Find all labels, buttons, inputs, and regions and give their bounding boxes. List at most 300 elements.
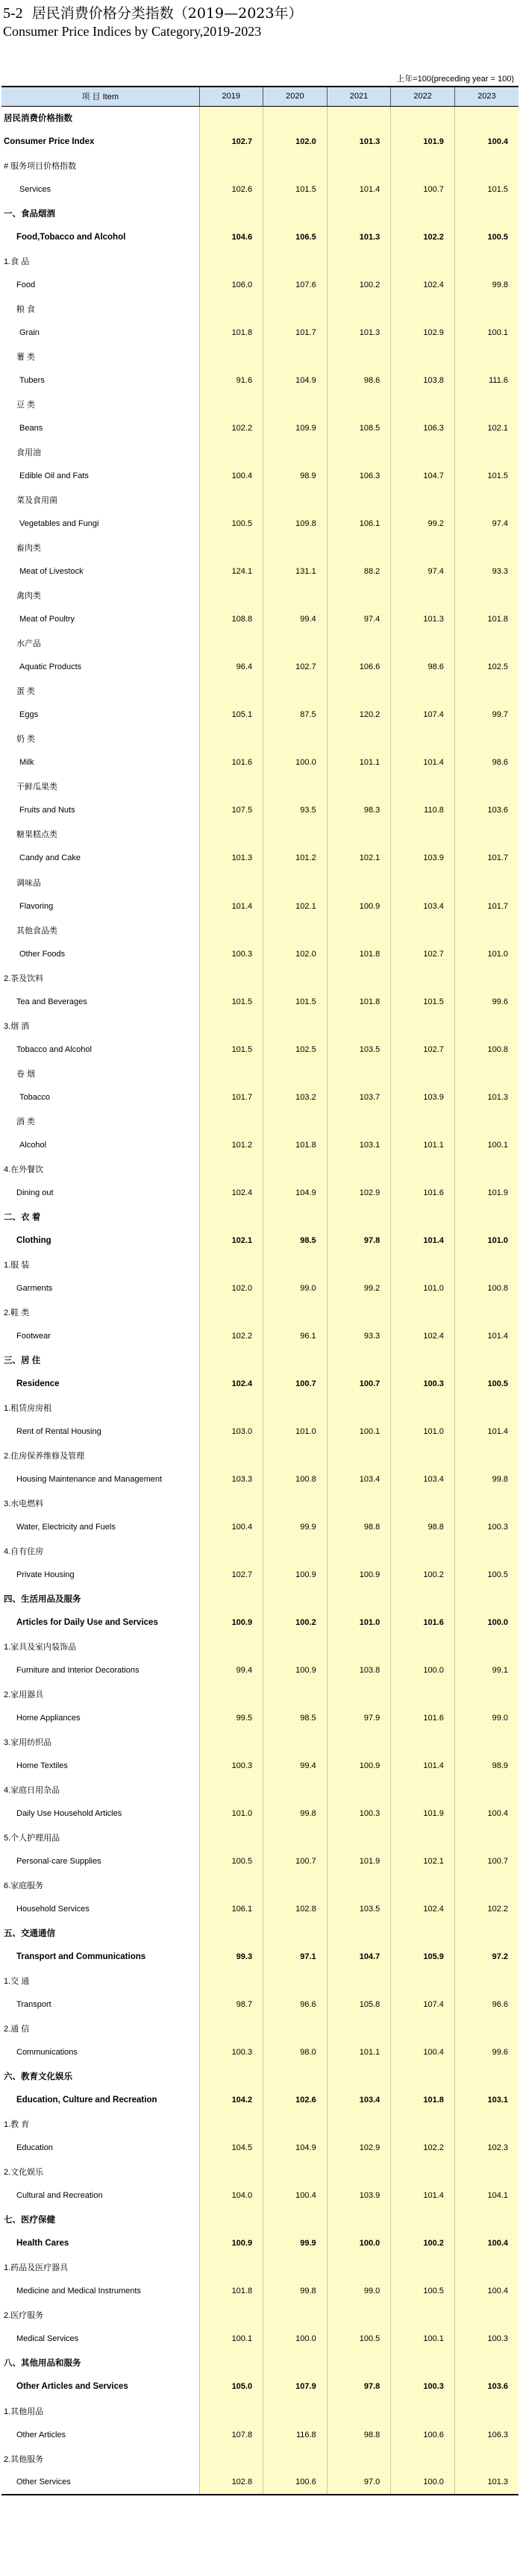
value-cell-2019: 102.4	[199, 1372, 263, 1396]
value-cell-2023	[454, 2303, 519, 2327]
row-label: Other Foods	[1, 942, 199, 966]
row-label: Tubers	[1, 369, 199, 392]
value-cell-2022: 102.2	[391, 225, 455, 249]
table-row	[1, 273, 519, 297]
row-label: 2.医疗服务	[1, 2303, 199, 2327]
row-label: 六、教育文化娱乐	[1, 2064, 199, 2088]
value-cell-2023	[454, 2112, 519, 2136]
value-cell-2020: 101.5	[263, 990, 328, 1014]
value-cell-2020	[263, 2160, 328, 2184]
value-cell-2023	[454, 249, 519, 273]
table-row	[1, 2136, 519, 2160]
value-cell-2022	[391, 1682, 455, 1706]
value-cell-2023	[454, 106, 519, 130]
value-cell-2020: 97.1	[263, 1945, 328, 1969]
value-cell-2019	[199, 1348, 263, 1372]
table-row	[1, 1730, 519, 1754]
value-cell-2022: 100.4	[391, 2040, 455, 2064]
value-cell-2021: 97.8	[327, 1229, 391, 1253]
value-cell-2023: 99.1	[454, 1658, 519, 1682]
value-cell-2022	[391, 440, 455, 464]
value-cell-2019: 106.1	[199, 1897, 263, 1921]
value-cell-2022	[391, 1348, 455, 1372]
value-cell-2021: 102.9	[327, 1181, 391, 1205]
page-title-en: Consumer Price Indices by Category,2019-2023	[3, 24, 262, 39]
value-cell-2023: 102.5	[454, 655, 519, 679]
value-cell-2020	[263, 154, 328, 178]
value-cell-2023: 100.3	[454, 1515, 519, 1539]
value-cell-2022: 102.9	[391, 321, 455, 345]
value-cell-2020	[263, 1778, 328, 1802]
value-cell-2023: 101.3	[454, 1085, 519, 1109]
row-label: Flavoring	[1, 894, 199, 918]
value-cell-2019: 101.6	[199, 750, 263, 774]
table-row	[1, 392, 519, 416]
value-cell-2023: 102.3	[454, 2136, 519, 2160]
value-cell-2020: 101.7	[263, 321, 328, 345]
value-cell-2021	[327, 201, 391, 225]
value-cell-2022	[391, 2399, 455, 2423]
value-cell-2022: 102.4	[391, 1897, 455, 1921]
value-cell-2023: 102.1	[454, 416, 519, 440]
value-cell-2021: 101.0	[327, 1611, 391, 1635]
table-row	[1, 345, 519, 369]
value-cell-2019	[199, 966, 263, 990]
value-cell-2023	[454, 1205, 519, 1229]
value-cell-2020	[263, 106, 328, 130]
value-cell-2022	[391, 2016, 455, 2040]
table-row	[1, 2447, 519, 2471]
value-cell-2021: 100.0	[327, 2231, 391, 2255]
value-cell-2019	[199, 1730, 263, 1754]
value-cell-2019	[199, 2303, 263, 2327]
value-cell-2023	[454, 1348, 519, 1372]
value-cell-2022: 107.4	[391, 1993, 455, 2016]
row-label: Aquatic Products	[1, 655, 199, 679]
value-cell-2019: 100.3	[199, 942, 263, 966]
value-cell-2020: 102.6	[263, 2088, 328, 2112]
row-label: 酒 类	[1, 1109, 199, 1133]
value-cell-2019	[199, 631, 263, 655]
value-cell-2023	[454, 1730, 519, 1754]
value-cell-2023	[454, 2399, 519, 2423]
value-cell-2023: 99.6	[454, 2040, 519, 2064]
value-cell-2022	[391, 249, 455, 273]
value-cell-2019: 100.1	[199, 2327, 263, 2351]
value-cell-2022	[391, 2160, 455, 2184]
value-cell-2023: 100.4	[454, 130, 519, 154]
price-index-table	[1, 86, 519, 2495]
value-cell-2019: 96.4	[199, 655, 263, 679]
row-label: Vegetables and Fungi	[1, 512, 199, 536]
value-cell-2019	[199, 2016, 263, 2040]
row-label: 2.家用器具	[1, 1682, 199, 1706]
value-cell-2021	[327, 1014, 391, 1038]
row-label: 6.家庭服务	[1, 1873, 199, 1897]
value-cell-2021: 97.0	[327, 2471, 391, 2495]
row-label: 2.住房保养维修及管理	[1, 1444, 199, 1467]
value-cell-2023: 104.1	[454, 2184, 519, 2207]
row-label: 菜及食用菌	[1, 488, 199, 512]
table-row	[1, 1754, 519, 1778]
table-row	[1, 679, 519, 703]
row-label: Meat of Livestock	[1, 560, 199, 583]
value-cell-2020	[263, 1014, 328, 1038]
value-cell-2022: 101.0	[391, 1420, 455, 1444]
value-cell-2023: 100.4	[454, 1802, 519, 1826]
value-cell-2023	[454, 154, 519, 178]
table-row	[1, 655, 519, 679]
value-cell-2021: 100.9	[327, 1754, 391, 1778]
value-cell-2021	[327, 2447, 391, 2471]
value-cell-2019: 99.4	[199, 1658, 263, 1682]
value-cell-2019: 108.8	[199, 607, 263, 631]
value-cell-2020	[263, 2399, 328, 2423]
value-cell-2023: 101.4	[454, 1420, 519, 1444]
value-cell-2019: 100.5	[199, 1849, 263, 1873]
value-cell-2021: 97.4	[327, 607, 391, 631]
row-label: Articles for Daily Use and Services	[1, 1611, 199, 1635]
value-cell-2022	[391, 1778, 455, 1802]
value-cell-2019	[199, 2351, 263, 2375]
value-cell-2020: 102.1	[263, 894, 328, 918]
value-cell-2020	[263, 1826, 328, 1849]
value-cell-2023: 100.4	[454, 2231, 519, 2255]
table-row	[1, 1635, 519, 1658]
value-cell-2022	[391, 2064, 455, 2088]
value-cell-2020: 104.9	[263, 1181, 328, 1205]
table-row	[1, 2351, 519, 2375]
value-cell-2019	[199, 1778, 263, 1802]
value-cell-2019: 100.5	[199, 512, 263, 536]
row-label: 4.在外餐饮	[1, 1157, 199, 1181]
value-cell-2021: 100.1	[327, 1420, 391, 1444]
value-cell-2022: 100.3	[391, 1372, 455, 1396]
value-cell-2022: 105.9	[391, 1945, 455, 1969]
table-row	[1, 1563, 519, 1587]
value-cell-2019	[199, 1062, 263, 1085]
value-cell-2019: 106.0	[199, 273, 263, 297]
value-cell-2023	[454, 2351, 519, 2375]
value-cell-2023	[454, 966, 519, 990]
value-cell-2022	[391, 154, 455, 178]
value-cell-2019	[199, 2160, 263, 2184]
value-cell-2019: 102.8	[199, 2471, 263, 2495]
value-cell-2020: 98.5	[263, 1229, 328, 1253]
value-cell-2021: 100.5	[327, 2327, 391, 2351]
value-cell-2023: 100.1	[454, 321, 519, 345]
row-label: 3.家用纺织品	[1, 1730, 199, 1754]
value-cell-2022	[391, 1014, 455, 1038]
value-cell-2023: 102.2	[454, 1897, 519, 1921]
value-cell-2022	[391, 966, 455, 990]
value-cell-2020	[263, 2255, 328, 2279]
value-cell-2019	[199, 249, 263, 273]
value-cell-2020	[263, 297, 328, 321]
row-label: Cultural and Recreation	[1, 2184, 199, 2207]
table-row	[1, 1324, 519, 1348]
value-cell-2020: 102.5	[263, 1038, 328, 1062]
table-row	[1, 1062, 519, 1085]
table-row	[1, 2112, 519, 2136]
value-cell-2019: 107.5	[199, 798, 263, 822]
value-cell-2020	[263, 2064, 328, 2088]
value-cell-2020: 102.7	[263, 655, 328, 679]
row-label: Other Articles	[1, 2423, 199, 2447]
value-cell-2021: 106.6	[327, 655, 391, 679]
value-cell-2023: 101.0	[454, 942, 519, 966]
value-cell-2020: 131.1	[263, 560, 328, 583]
table-row	[1, 440, 519, 464]
value-cell-2023	[454, 2016, 519, 2040]
value-cell-2022: 102.2	[391, 2136, 455, 2160]
value-cell-2022: 100.0	[391, 2471, 455, 2495]
value-cell-2023: 100.5	[454, 225, 519, 249]
value-cell-2020: 102.0	[263, 942, 328, 966]
value-cell-2023	[454, 440, 519, 464]
value-cell-2020: 99.4	[263, 1754, 328, 1778]
value-cell-2023	[454, 1253, 519, 1276]
table-row	[1, 1205, 519, 1229]
value-cell-2020	[263, 2207, 328, 2231]
value-cell-2022: 101.4	[391, 2184, 455, 2207]
value-cell-2021	[327, 2303, 391, 2327]
value-cell-2023	[454, 1396, 519, 1420]
value-cell-2019: 102.2	[199, 416, 263, 440]
table-row	[1, 942, 519, 966]
value-cell-2022	[391, 1062, 455, 1085]
value-cell-2023: 101.7	[454, 846, 519, 870]
value-cell-2019	[199, 918, 263, 942]
row-label: Edible Oil and Fats	[1, 464, 199, 488]
row-label: Food	[1, 273, 199, 297]
value-cell-2021: 103.5	[327, 1897, 391, 1921]
row-label: 二、衣 着	[1, 1205, 199, 1229]
value-cell-2022	[391, 1730, 455, 1754]
table-row	[1, 2064, 519, 2088]
value-cell-2023	[454, 583, 519, 607]
value-cell-2023: 97.2	[454, 1945, 519, 1969]
value-cell-2020: 100.4	[263, 2184, 328, 2207]
row-label: 2.其他服务	[1, 2447, 199, 2471]
table-row	[1, 871, 519, 894]
value-cell-2021	[327, 1826, 391, 1849]
row-label: Tea and Beverages	[1, 990, 199, 1014]
value-cell-2021	[327, 1348, 391, 1372]
value-cell-2020: 104.9	[263, 2136, 328, 2160]
value-cell-2020	[263, 2447, 328, 2471]
row-label: 1.其他用品	[1, 2399, 199, 2423]
row-label: Fruits and Nuts	[1, 798, 199, 822]
row-label: 奶 类	[1, 727, 199, 750]
value-cell-2021: 108.5	[327, 416, 391, 440]
value-cell-2020	[263, 249, 328, 273]
value-cell-2022: 101.8	[391, 2088, 455, 2112]
table-row	[1, 154, 519, 178]
row-label: 四、生活用品及服务	[1, 1587, 199, 1611]
value-cell-2022	[391, 2112, 455, 2136]
value-cell-2020: 96.6	[263, 1993, 328, 2016]
value-cell-2019: 102.6	[199, 178, 263, 201]
value-cell-2021	[327, 774, 391, 798]
value-cell-2023: 100.8	[454, 1038, 519, 1062]
value-cell-2021	[327, 1396, 391, 1420]
table-row	[1, 130, 519, 154]
value-cell-2019: 100.9	[199, 2231, 263, 2255]
value-cell-2022	[391, 1157, 455, 1181]
row-label: 1.服 装	[1, 1253, 199, 1276]
row-label: Home Textiles	[1, 1754, 199, 1778]
table-row	[1, 2184, 519, 2207]
value-cell-2021: 100.3	[327, 1802, 391, 1826]
table-row	[1, 1897, 519, 1921]
value-cell-2021	[327, 1205, 391, 1229]
value-cell-2022: 101.4	[391, 1754, 455, 1778]
table-row	[1, 2088, 519, 2112]
value-cell-2020	[263, 774, 328, 798]
value-cell-2021: 101.3	[327, 321, 391, 345]
value-cell-2019: 101.7	[199, 1085, 263, 1109]
value-cell-2021: 103.5	[327, 1038, 391, 1062]
value-cell-2022	[391, 2303, 455, 2327]
value-cell-2022	[391, 1873, 455, 1897]
row-label: 豆 类	[1, 392, 199, 416]
value-cell-2023	[454, 1826, 519, 1849]
value-cell-2020: 106.5	[263, 225, 328, 249]
row-label: 薯 类	[1, 345, 199, 369]
value-cell-2022	[391, 631, 455, 655]
table-row	[1, 369, 519, 392]
value-cell-2019	[199, 488, 263, 512]
value-cell-2021	[327, 154, 391, 178]
value-cell-2021: 99.2	[327, 1276, 391, 1300]
value-cell-2022	[391, 871, 455, 894]
value-cell-2022: 107.4	[391, 703, 455, 727]
value-cell-2021	[327, 1444, 391, 1467]
value-cell-2020	[263, 201, 328, 225]
value-cell-2020	[263, 1635, 328, 1658]
value-cell-2020	[263, 1921, 328, 1945]
row-label: Home Appliances	[1, 1706, 199, 1730]
value-cell-2021	[327, 440, 391, 464]
value-cell-2019	[199, 2447, 263, 2471]
table-row	[1, 560, 519, 583]
value-cell-2020: 98.0	[263, 2040, 328, 2064]
value-cell-2020	[263, 1109, 328, 1133]
row-label: Transport and Communications	[1, 1945, 199, 1969]
value-cell-2019: 102.7	[199, 130, 263, 154]
table-row	[1, 2423, 519, 2447]
table-row	[1, 1372, 519, 1396]
value-cell-2019	[199, 1157, 263, 1181]
value-cell-2022	[391, 1253, 455, 1276]
value-cell-2023	[454, 1587, 519, 1611]
value-cell-2019	[199, 201, 263, 225]
value-cell-2023	[454, 631, 519, 655]
table-row	[1, 2375, 519, 2398]
value-cell-2023: 96.6	[454, 1993, 519, 2016]
value-cell-2020	[263, 2303, 328, 2327]
table-row	[1, 2399, 519, 2423]
value-cell-2021: 101.3	[327, 130, 391, 154]
row-label: Household Services	[1, 1897, 199, 1921]
value-cell-2021	[327, 2255, 391, 2279]
value-cell-2020: 100.7	[263, 1372, 328, 1396]
value-cell-2019	[199, 871, 263, 894]
value-cell-2023	[454, 1491, 519, 1515]
value-cell-2019	[199, 2064, 263, 2088]
value-cell-2023: 101.0	[454, 1229, 519, 1253]
value-cell-2019	[199, 1969, 263, 1993]
value-cell-2022	[391, 774, 455, 798]
value-cell-2020: 99.9	[263, 2231, 328, 2255]
value-cell-2021: 101.9	[327, 1849, 391, 1873]
value-cell-2022: 101.9	[391, 1802, 455, 1826]
value-cell-2022	[391, 201, 455, 225]
value-cell-2023	[454, 679, 519, 703]
value-cell-2023	[454, 1635, 519, 1658]
value-cell-2019: 101.8	[199, 2279, 263, 2303]
table-row	[1, 1300, 519, 1324]
table-row	[1, 1085, 519, 1109]
table-row	[1, 2471, 519, 2495]
value-cell-2023	[454, 1014, 519, 1038]
table-row	[1, 1945, 519, 1969]
value-cell-2021: 103.7	[327, 1085, 391, 1109]
value-cell-2020	[263, 918, 328, 942]
value-cell-2023	[454, 1682, 519, 1706]
table-row	[1, 2303, 519, 2327]
value-cell-2023	[454, 871, 519, 894]
row-label: Health Cares	[1, 2231, 199, 2255]
value-cell-2019: 101.5	[199, 990, 263, 1014]
value-cell-2021	[327, 392, 391, 416]
value-cell-2021: 101.4	[327, 178, 391, 201]
value-cell-2020: 100.8	[263, 1467, 328, 1491]
row-label: Personal-care Supplies	[1, 1849, 199, 1873]
row-label: 蛋 类	[1, 679, 199, 703]
table-row	[1, 2231, 519, 2255]
value-cell-2022	[391, 822, 455, 846]
value-cell-2020	[263, 2016, 328, 2040]
value-cell-2020	[263, 1205, 328, 1229]
value-cell-2022	[391, 1444, 455, 1467]
value-cell-2023: 100.0	[454, 1611, 519, 1635]
value-cell-2022: 103.4	[391, 894, 455, 918]
value-cell-2020	[263, 1062, 328, 1085]
value-cell-2022: 102.4	[391, 273, 455, 297]
value-cell-2020	[263, 2112, 328, 2136]
table-row	[1, 894, 519, 918]
row-label: Garments	[1, 1276, 199, 1300]
value-cell-2023: 103.6	[454, 2375, 519, 2398]
value-cell-2022: 100.0	[391, 1658, 455, 1682]
row-label: 1.交 通	[1, 1969, 199, 1993]
value-cell-2020	[263, 2351, 328, 2375]
row-label: Alcohol	[1, 1133, 199, 1157]
table-row	[1, 488, 519, 512]
value-cell-2023	[454, 297, 519, 321]
value-cell-2019: 105.1	[199, 703, 263, 727]
value-cell-2020	[263, 1491, 328, 1515]
value-cell-2022: 98.6	[391, 655, 455, 679]
value-cell-2022: 101.0	[391, 1276, 455, 1300]
value-cell-2022	[391, 1635, 455, 1658]
table-row	[1, 1348, 519, 1372]
table-row	[1, 1253, 519, 1276]
value-cell-2020: 99.0	[263, 1276, 328, 1300]
value-cell-2021: 102.9	[327, 2136, 391, 2160]
